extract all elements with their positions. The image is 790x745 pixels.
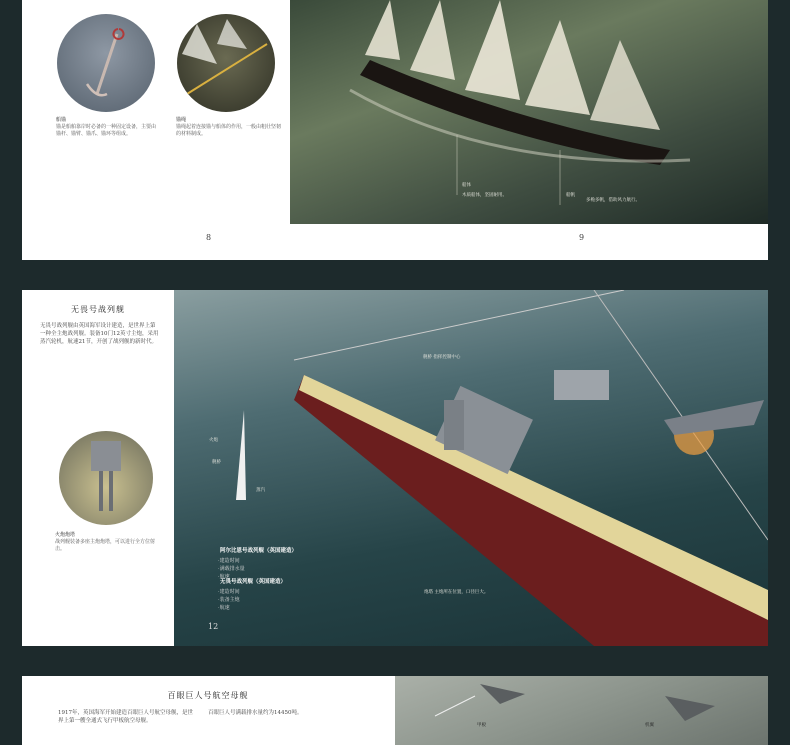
callout-deck: 甲板: [477, 723, 486, 728]
infobox-albion-line: ·建造时间: [218, 558, 240, 564]
ship-illustration: [290, 0, 768, 224]
infobox-dreadnought: [210, 577, 330, 617]
aircraft-illustration: [395, 676, 768, 745]
spread3-text-b: 百眼巨人号满载排水量约为14450吨。: [208, 710, 303, 716]
infobox-dreadnought-line: ·装备主炮: [218, 597, 240, 603]
turret-illustration: [59, 431, 153, 525]
circle-turret-text: 战列舰装备多座主炮炮塔，可以进行全方位射击。: [55, 539, 156, 552]
rigging-illustration: [177, 14, 275, 112]
callout-wing: 机翼: [645, 723, 654, 728]
battleship-image: [174, 290, 768, 646]
infobox-dreadnought-title: 无畏号战列舰（英国建造）: [220, 579, 287, 585]
book-spread-aircraft-carrier: [22, 676, 768, 745]
side-label-steam: 蒸汽: [256, 488, 265, 493]
callout-bridge: 舰桥 指挥控制中心: [423, 355, 461, 360]
book-spread-pages-8-9: [22, 0, 768, 260]
page-number-left: 8: [206, 233, 212, 242]
side-label-gun: 火炮: [209, 438, 218, 443]
side-label-bridge: 舰桥: [212, 460, 221, 465]
infobox-albion-line: ·航速: [218, 574, 230, 580]
rope-icon: [177, 14, 275, 112]
anchor-illustration: [57, 14, 155, 112]
page-number: 12: [208, 622, 219, 631]
infobox-dreadnought-line: ·航速: [218, 605, 230, 611]
circle1-label: 船锚: [56, 117, 67, 123]
infobox-albion-title: 阿尔比恩号战列舰（英国建造）: [220, 548, 298, 554]
spread3-text-a: 1917年，英国海军开始建造百眼巨人号航空母舰，是世界上第一艘全通式飞行甲板航空母舰。: [58, 710, 193, 724]
infobox-albion-line: ·满载排水量: [218, 566, 245, 572]
circle2-label: 锚绳: [176, 117, 187, 123]
callout-sail-text: 多桅多帆，借助风力航行。: [586, 198, 640, 203]
callout-sail-title: 船帆: [566, 193, 575, 198]
spread2-title: 无畏号战列舰: [71, 305, 125, 314]
anchor-icon: [57, 14, 155, 112]
sailing-ship-image: [290, 0, 768, 224]
spread3-title: 百眼巨人号航空母舰: [167, 691, 249, 700]
spread2-intro: 无畏号战列舰由英国海军设计建造，是世界上第一种全主炮战列舰。装备10门12英寸主炮，采用蒸汽轮机，航速21节，开创了战列舰的新时代。: [40, 323, 159, 345]
book-spread-page-12: [22, 290, 768, 646]
carrier-image: [395, 676, 768, 745]
turret-icon: [59, 431, 153, 525]
callout-hull-title: 船体: [462, 183, 471, 188]
infobox-dreadnought-line: ·建造时间: [218, 589, 240, 595]
callout-turret: 炮塔 主炮所在位置，口径巨大。: [424, 590, 489, 595]
page-number-right: 9: [579, 233, 585, 242]
circle-turret-label: 火炮炮塔: [55, 532, 76, 538]
callout-hull-text: 木质船体，坚固耐用。: [462, 193, 507, 198]
circle2-text: 锚绳起着连接锚与船体的作用，一般由粗壮坚韧的材料制成。: [176, 124, 282, 137]
circle1-text: 锚是船舶靠岸时必备的一种固定设备，主要由锚杆、锚臂、锚爪、锚环等组成。: [56, 124, 157, 137]
